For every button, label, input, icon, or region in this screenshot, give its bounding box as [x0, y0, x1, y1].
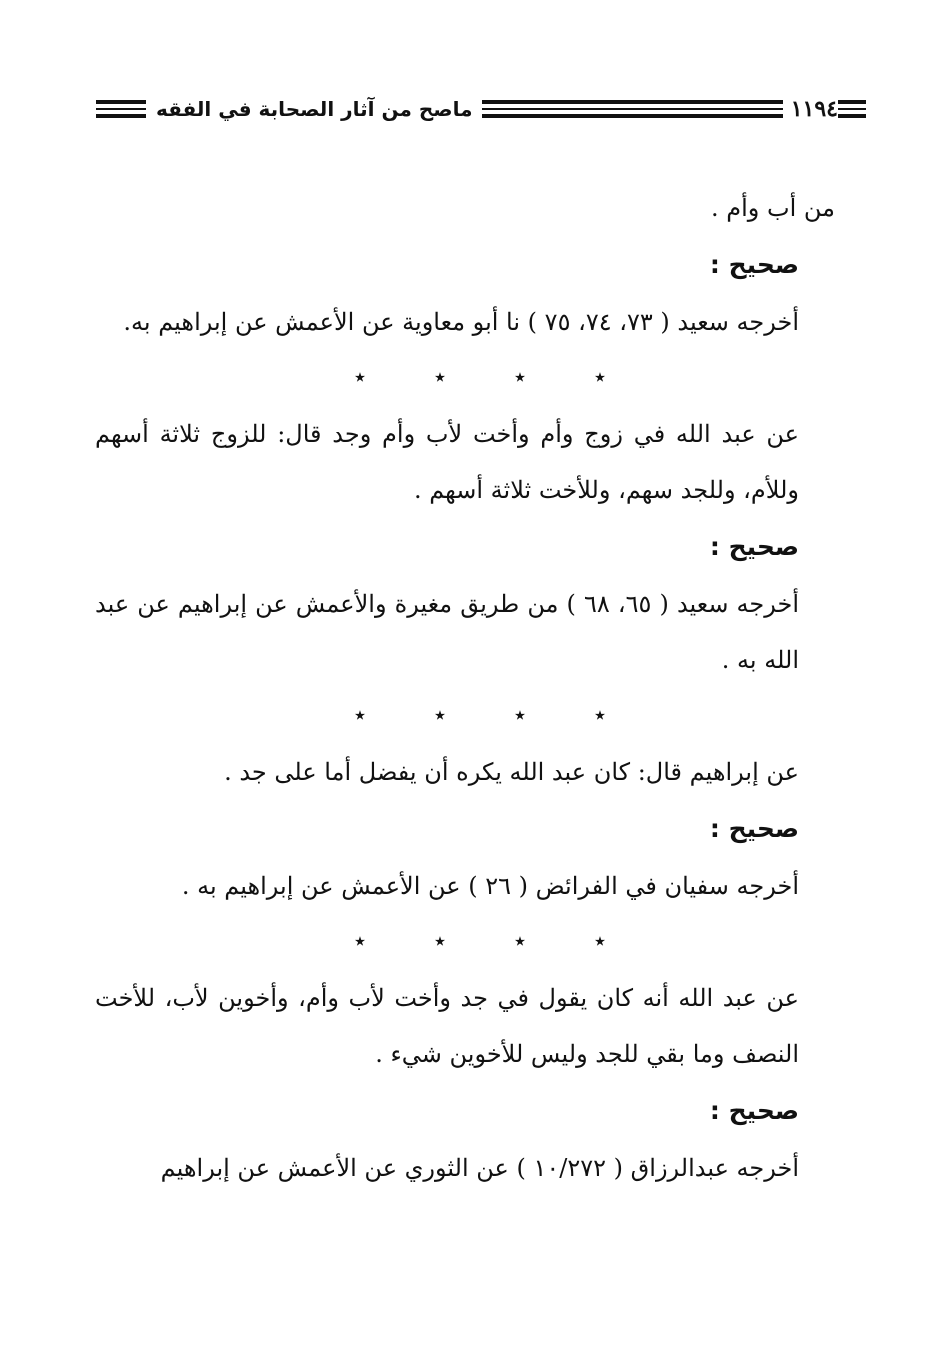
section-divider [95, 914, 835, 970]
text-block: عن عبد الله في زوج وأم وأخت لأب وأم وجد قال: للزوج ثلاثة أسهم وللأم، وللجد سهم، وللأخت ثلاثة أسهم . [95, 420, 799, 504]
text-block: أخرجه سعيد ( ٦٥، ٦٨ ) من طريق مغيرة والأعمش عن إبراهيم عن عبد الله به . [95, 590, 800, 674]
section-divider [95, 688, 835, 744]
section-divider [95, 350, 835, 406]
text-block: أخرجه سفيان في الفرائض ( ٢٦ ) عن الأعمش عن إبراهيم به . [181, 872, 799, 900]
text-block: أخرجه سعيد ( ٧٣، ٧٤، ٧٥ ) نا أبو معاوية عن الأعمش عن إبراهيم به. [123, 308, 799, 336]
running-title: ماصح من آثار الصحابة في الفقه [156, 97, 473, 121]
divider-star: ٭ [354, 365, 366, 390]
header-rule-middle [482, 100, 782, 118]
divider-star: ٭ [434, 929, 446, 954]
text-block: عن إبراهيم قال: كان عبد الله يكره أن يفضل أما على جد . [224, 758, 799, 786]
grading-label: صحيح : [709, 1096, 799, 1125]
grading-label: صحيح : [709, 250, 799, 279]
divider-star: ٭ [594, 365, 606, 390]
divider-star: ٭ [594, 929, 606, 954]
divider-star: ٭ [354, 929, 366, 954]
divider-star: ٭ [514, 703, 526, 728]
page-header [96, 92, 866, 126]
page-body [95, 180, 835, 1196]
divider-star: ٭ [434, 703, 446, 728]
divider-star: ٭ [354, 703, 366, 728]
text-block: من أب وأم . [710, 194, 835, 222]
text-block: أخرجه عبدالرزاق ( ١٠/٢٧٢ ) عن الثوري عن الأعمش عن إبراهيم [160, 1154, 799, 1182]
divider-star: ٭ [514, 365, 526, 390]
header-rule-left [96, 100, 146, 118]
grading-label: صحيح : [709, 532, 799, 561]
divider-star: ٭ [514, 929, 526, 954]
header-rule-right [838, 100, 866, 118]
grading-label: صحيح : [709, 814, 799, 843]
divider-star: ٭ [434, 365, 446, 390]
text-block: عن عبد الله أنه كان يقول في جد وأخت لأب وأم، وأخوين لأب، للأخت النصف وما بقي للجد وليس للأخوين شيء . [95, 984, 799, 1068]
divider-star: ٭ [594, 703, 606, 728]
page-number: ١١٩٤ [790, 96, 838, 122]
